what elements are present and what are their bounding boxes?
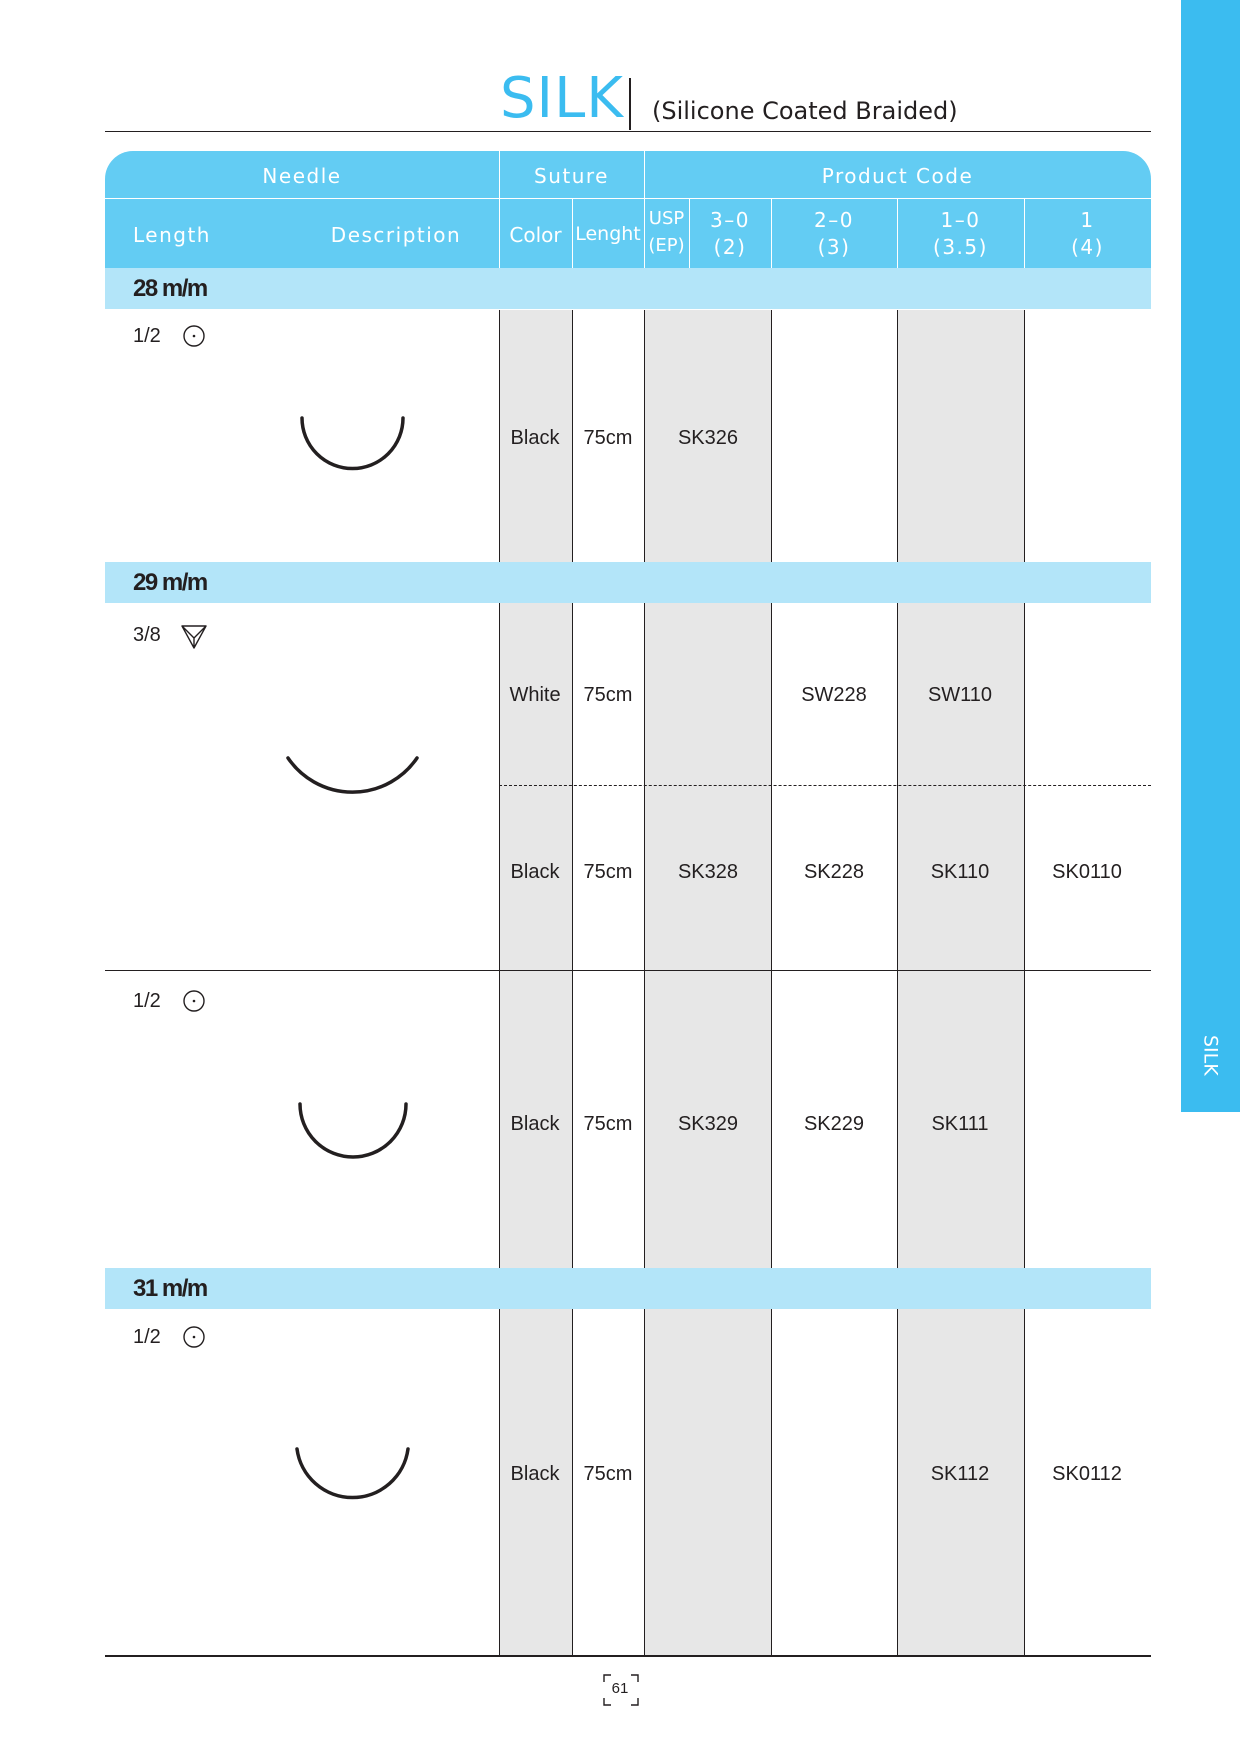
needle-three-eighths-icon	[280, 752, 425, 808]
header-needle: Needle	[262, 164, 342, 188]
product-code: SK229	[803, 1113, 865, 1135]
taper-point-icon	[182, 324, 206, 348]
size-ep-3-5: (3.5)	[933, 235, 988, 259]
needle-curve: 1/2	[133, 325, 161, 347]
column-divider	[644, 1309, 645, 1656]
column-divider	[499, 1309, 500, 1656]
section-label: 28 m/m	[133, 275, 207, 302]
product-code: SW228	[801, 684, 867, 706]
column-divider	[644, 603, 645, 1268]
size-usp-2-0: 2–0	[814, 208, 854, 232]
header-usp: USP	[648, 208, 685, 229]
needle-half-circle-icon	[290, 1443, 415, 1511]
suture-length: 75cm	[583, 1113, 633, 1135]
size-ep-2: (2)	[713, 235, 747, 259]
header-lenght: Lenght	[575, 223, 641, 245]
reverse-cutting-icon	[180, 624, 208, 650]
product-code: SK0112	[1052, 1463, 1122, 1485]
suture-color: Black	[510, 861, 560, 883]
section-label: 31 m/m	[133, 1275, 207, 1302]
page-title: SILK	[500, 66, 624, 131]
needle-half-circle-icon	[295, 412, 410, 477]
top-rule	[105, 131, 1151, 132]
gray-column	[644, 1309, 771, 1656]
suture-color: Black	[510, 1113, 560, 1135]
size-ep-4: (4)	[1071, 235, 1104, 259]
size-usp-1: 1	[1080, 208, 1095, 232]
title-divider	[629, 78, 631, 130]
section-28mm	[105, 268, 1151, 309]
header-description: Description	[330, 223, 462, 247]
column-divider	[572, 1309, 573, 1656]
product-code: SK228	[803, 861, 865, 883]
page-subtitle: (Silicone Coated Braided)	[652, 97, 958, 125]
column-divider	[771, 603, 772, 1268]
taper-point-icon	[182, 989, 206, 1013]
product-code: SK112	[930, 1463, 990, 1485]
needle-half-circle-icon	[293, 1098, 413, 1162]
needle-curve: 3/8	[133, 624, 161, 646]
column-divider	[572, 310, 573, 562]
taper-point-icon	[182, 1325, 206, 1349]
header-suture: Suture	[534, 164, 609, 188]
column-divider	[499, 603, 500, 1268]
header-ep: (EP)	[648, 235, 685, 256]
gray-column	[644, 603, 771, 1268]
size-ep-3: (3)	[817, 235, 851, 259]
suture-color: Black	[510, 1463, 560, 1485]
column-divider	[644, 310, 645, 562]
suture-length: 75cm	[583, 861, 633, 883]
row-divider	[105, 970, 1151, 971]
product-code: SK328	[677, 861, 739, 883]
section-31mm	[105, 1268, 1151, 1309]
suture-length: 75cm	[583, 427, 633, 449]
gray-column	[897, 310, 1024, 562]
column-divider	[1024, 310, 1025, 562]
row-dashed-divider	[499, 785, 1151, 786]
column-divider	[897, 310, 898, 562]
column-divider	[771, 310, 772, 562]
section-29mm	[105, 562, 1151, 603]
needle-curve: 1/2	[133, 990, 161, 1012]
size-usp-3-0: 3–0	[710, 208, 750, 232]
column-divider	[771, 1309, 772, 1656]
column-divider	[1024, 603, 1025, 1268]
side-tab-label: SILK	[1199, 1034, 1222, 1076]
product-code: SW110	[927, 684, 993, 706]
product-code: SK111	[931, 1113, 989, 1135]
product-code: SK0110	[1052, 861, 1122, 883]
column-divider	[897, 603, 898, 1268]
product-code: SK326	[677, 427, 739, 449]
suture-color: White	[509, 684, 561, 706]
suture-length: 75cm	[583, 1463, 633, 1485]
column-divider	[897, 1309, 898, 1656]
header-color: Color	[509, 223, 562, 247]
header-divider	[105, 198, 1151, 199]
product-code: SK329	[677, 1113, 739, 1135]
header-product-code: Product Code	[821, 164, 974, 188]
suture-color: Black	[510, 427, 560, 449]
column-divider	[1024, 1309, 1025, 1656]
product-code: SK110	[930, 861, 990, 883]
side-tab	[1181, 0, 1240, 1112]
bottom-rule	[105, 1655, 1151, 1657]
column-divider	[499, 310, 500, 562]
needle-curve: 1/2	[133, 1326, 161, 1348]
page-number: 61	[611, 1680, 629, 1697]
column-divider	[572, 603, 573, 1268]
suture-length: 75cm	[583, 684, 633, 706]
section-label: 29 m/m	[133, 569, 207, 596]
size-usp-1-0: 1–0	[940, 208, 981, 232]
header-length: Length	[133, 223, 211, 247]
